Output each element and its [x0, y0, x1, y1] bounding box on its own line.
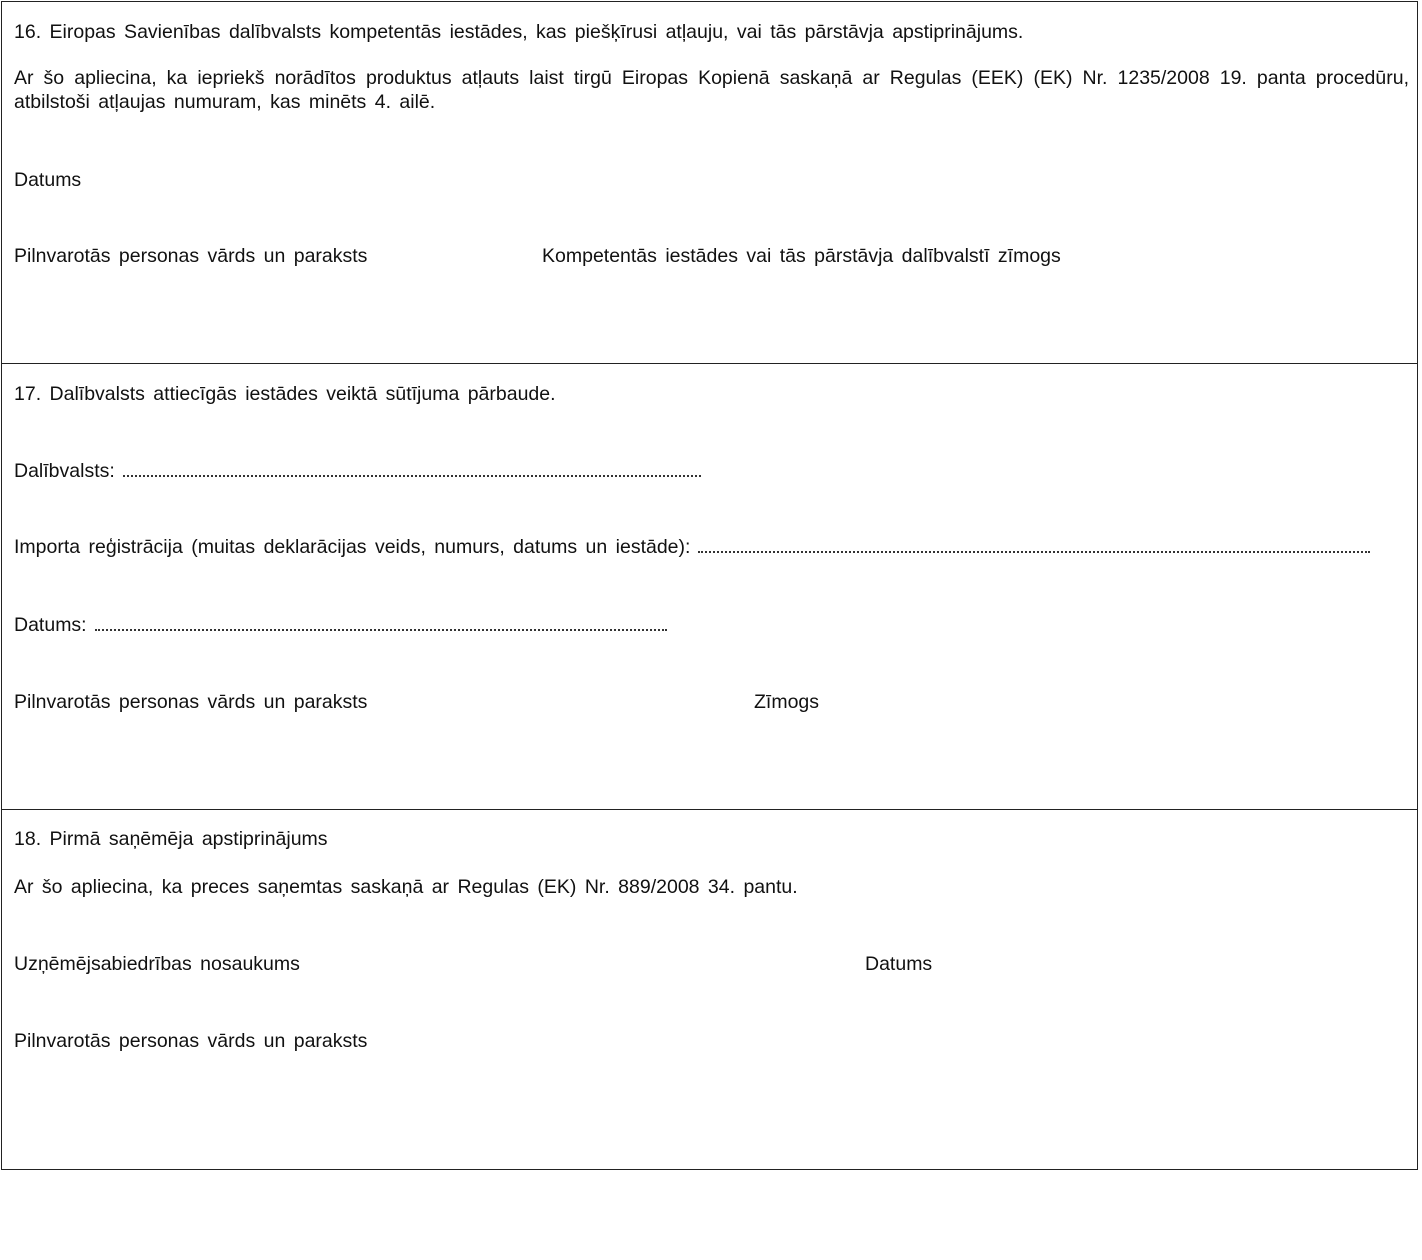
- section-16-stamp-label: Kompetentās iestādes vai tās pārstāvja dalībvalstī zīmogs: [542, 245, 1061, 267]
- section-16-signature-label: Pilnvarotās personas vārds un paraksts: [14, 245, 368, 267]
- section-17: [2, 364, 1417, 810]
- section-18: [2, 810, 1417, 1170]
- member-state-field[interactable]: [123, 471, 701, 477]
- section-17-signature-label: Pilnvarotās personas vārds un paraksts: [14, 691, 368, 713]
- member-state-label: Dalībvalsts:: [14, 460, 115, 482]
- section-16-statement: Ar šo apliecina, ka iepriekš norādītos produktus atļauts laist tirgū Eiropas Kopienā saskaņā ar Regulas (EEK) (EK) Nr. 1235/2008 19. panta procedūru, atbilstoši atļaujas numuram, kas minēts 4. ailē.: [14, 67, 1409, 113]
- inspection-date-row: [14, 613, 667, 637]
- import-registration-field[interactable]: [698, 547, 1370, 553]
- section-18-date-label: Datums: [865, 953, 933, 975]
- inspection-date-field[interactable]: [95, 625, 667, 631]
- section-16-date-label: Datums: [14, 169, 82, 191]
- company-name-label: Uzņēmējsabiedrības nosaukums: [14, 953, 300, 975]
- section-16: [2, 2, 1417, 364]
- section-17-stamp-label: Zīmogs: [754, 691, 820, 713]
- certificate-form: [1, 1, 1418, 1170]
- section-18-signature-label: Pilnvarotās personas vārds un paraksts: [14, 1030, 368, 1052]
- inspection-date-label: Datums:: [14, 614, 87, 636]
- section-18-heading: 18. Pirmā saņēmēja apstiprinājums: [14, 828, 328, 850]
- section-18-statement: Ar šo apliecina, ka preces saņemtas saskaņā ar Regulas (EK) Nr. 889/2008 34. pantu.: [14, 876, 798, 898]
- import-registration-label: Importa reģistrācija (muitas deklarācijas veids, numurs, datums un iestāde):: [14, 536, 691, 558]
- member-state-row: [14, 459, 701, 483]
- import-registration-row: [14, 535, 1370, 559]
- section-17-heading: 17. Dalībvalsts attiecīgās iestādes veiktā sūtījuma pārbaude.: [14, 383, 556, 405]
- section-16-heading: 16. Eiropas Savienības dalībvalsts kompetentās iestādes, kas piešķīrusi atļauju, vai tās pārstāvja apstiprinājums.: [14, 21, 1024, 43]
